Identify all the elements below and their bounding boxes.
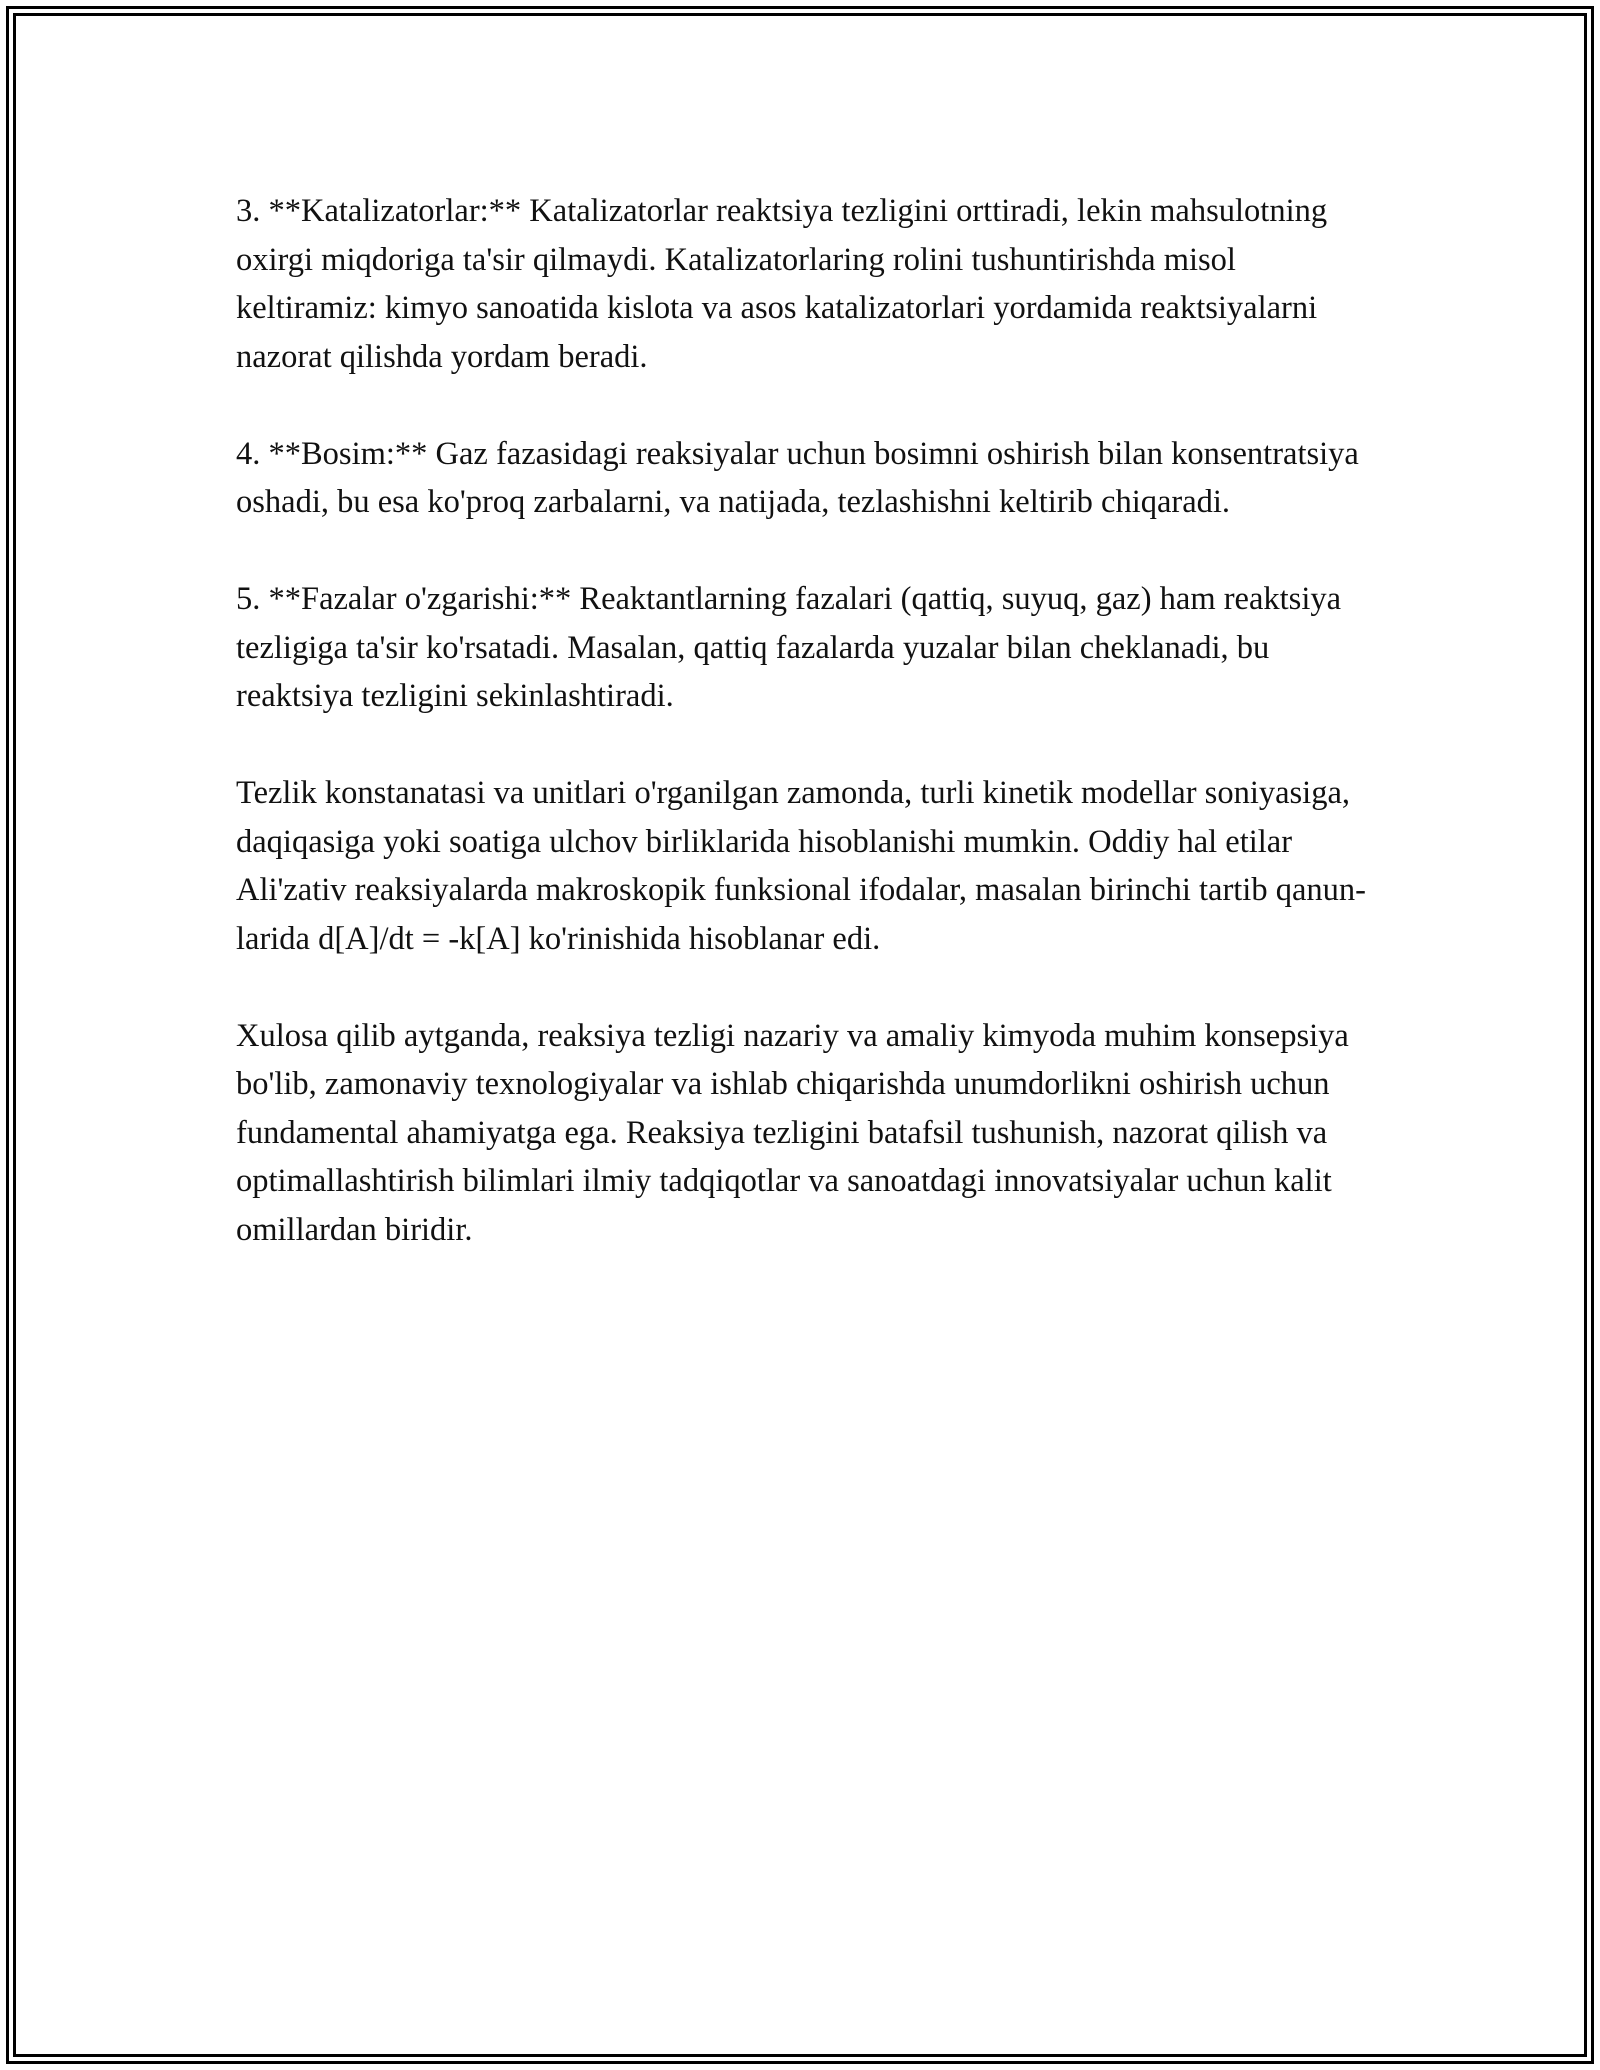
document-body [236, 187, 1376, 1303]
paragraph-rate-constant: Tezlik konstanatasi va unitlari o'rganilgan zamonda, turli kinetik modellar soniyasiga, daqiqasiga yoki soatiga ulchov birliklarida hisoblanishi mumkin. Oddiy hal etilar Ali'zativ reaksiyalarda makroskopik funksional ifodalar, masalan birinchi tartib qanun-larida d[A]/dt = -k[A] ko'rinishida hisoblanar edi. [236, 775, 1366, 957]
paragraph-pressure: 4. **Bosim:** Gaz fazasidagi reaksiyalar uchun bosimni oshirish bilan konsentratsiya oshadi, bu esa ko'proq zarbalarni, va natijada, tezlashishni keltirib chiqaradi. [236, 435, 1359, 520]
paragraph-conclusion: Xulosa qilib aytganda, reaksiya tezligi nazariy va amaliy kimyoda muhim konsepsiya bo'lib, zamonaviy texnologiyalar va ishlab chiqarishda unumdorlikni oshirish uchun fundamental ahamiyatga ega. Reaksiya tezligini batafsil tushunish, nazorat qilish va optimallashtirish bilimlari ilmiy tadqiqotlar va sanoatdagi innovatsiyalar uchun kalit omillardan biridir. [236, 1017, 1349, 1248]
paragraph-catalysts: 3. **Katalizatorlar:** Katalizatorlar reaktsiya tezligini orttiradi, lekin mahsulotning oxirgi miqdoriga ta'sir qilmaydi. Katalizatorlaring rolini tushuntirishda misol keltiramiz: kimyo sanoatida kislota va asos katalizatorlari yordamida reaktsiyalarni nazorat qilishda yordam beradi. [236, 193, 1328, 375]
paragraph-phase-change: 5. **Fazalar o'zgarishi:** Reaktantlarning fazalari (qattiq, suyuq, gaz) ham reaktsiya tezligiga ta'sir ko'rsatadi. Masalan, qattiq fazalarda yuzalar bilan cheklanadi, bu reaktsiya tezligini sekinlashtiradi. [236, 581, 1342, 714]
